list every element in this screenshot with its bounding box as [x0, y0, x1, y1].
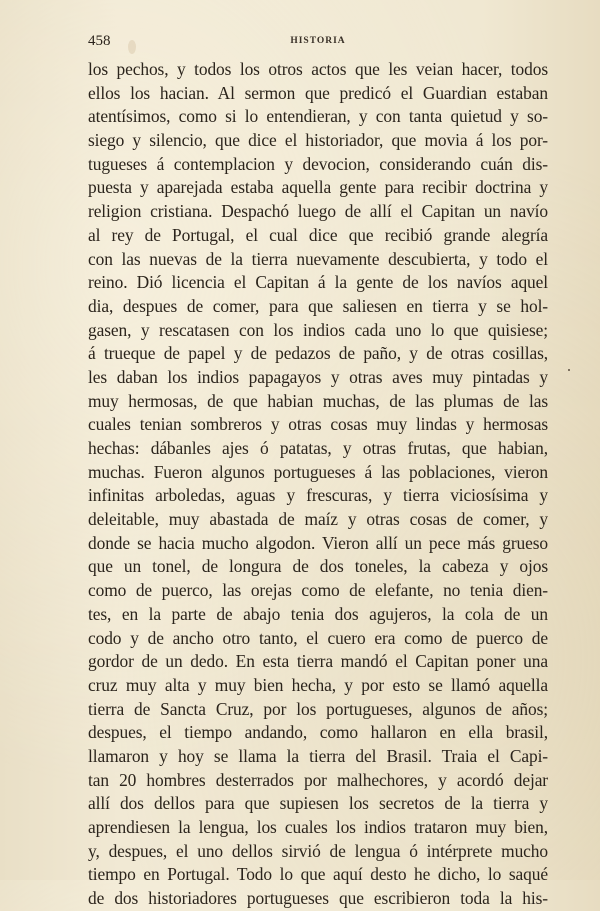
text-line: muchas. Fueron algunos portugueses á las poblaciones, vieron	[88, 461, 548, 482]
text-line: gordor de un dedo. En esta tierra mandó el Capitan poner una	[88, 651, 548, 672]
text-line: como de puerco, las orejas como de elefante, no tenia dien-	[88, 580, 548, 601]
text-line: tiempo en Portugal. Todo lo que aquí desto he dicho, lo saqué	[88, 864, 548, 885]
page-header	[88, 33, 548, 53]
text-line: los pechos, y todos los otros actos que les veian hacer, todos	[88, 59, 548, 79]
text-line: á trueque de papel y de pedazos de paño, y de otras cosillas,	[88, 343, 548, 364]
body-text	[88, 58, 548, 911]
text-line: reino. Dió licencia el Capitan á la gente de los navíos aquel	[88, 272, 548, 293]
text-line: dia, despues de comer, para que saliesen en tierra y se hol-	[88, 295, 548, 316]
margin-mark	[568, 369, 570, 371]
text-line: deleitable, muy abastada de maíz y otras cosas de comer, y	[88, 509, 548, 530]
text-line: atentísimos, como si lo entendieran, y con tanta quietud y so-	[88, 106, 548, 127]
text-line: ellos los hacian. Al sermon que predicó el Guardian estaban	[88, 82, 548, 103]
running-head: HISTORIA	[290, 36, 346, 46]
text-line: de dos historiadores portugueses que escribieron toda la his-	[88, 888, 548, 909]
text-line: tugueses á contemplacion y devocion, considerando cuán dis-	[88, 153, 548, 174]
text-line: tes, en la parte de abajo tenia dos agujeros, la cola de un	[88, 603, 548, 624]
page-number: 458	[88, 33, 111, 49]
text-line: puesta y aparejada estaba aquella gente para recibir doctrina y	[88, 177, 548, 198]
text-line: despues, el tiempo andando, como hallaron en ella brasil,	[88, 722, 548, 743]
text-line: infinitas arboledas, aguas y frescuras, y tierra viciosísima y	[88, 485, 548, 506]
text-line: muy hermosas, de que habian muchas, de las plumas de las	[88, 390, 548, 411]
text-line: siego y silencio, que dice el historiador, que movia á los por-	[88, 130, 548, 151]
text-line: cruz muy alta y muy bien hecha, y por esto se llamó aquella	[88, 674, 548, 695]
text-line: que un tonel, de longura de dos toneles, la cabeza y ojos	[88, 556, 548, 577]
text-line: al rey de Portugal, el cual dice que recibió grande alegría	[88, 224, 548, 245]
text-line: gasen, y rescatasen con los indios cada uno lo que quisiese;	[88, 319, 548, 340]
text-line: cuales tenian sombreros y otras cosas muy lindas y hermosas	[88, 414, 548, 435]
text-line: tierra de Sancta Cruz, por los portugueses, algunos de años;	[88, 698, 548, 719]
text-line: les daban los indios papagayos y otras aves muy pintadas y	[88, 366, 548, 387]
text-line: tan 20 hombres desterrados por malhechores, y acordó dejar	[88, 769, 548, 790]
text-line: hechas: dábanles ajes ó patatas, y otras frutas, que habian,	[88, 438, 548, 458]
text-line: codo y de ancho otro tanto, el cuero era como de puerco de	[88, 627, 548, 648]
text-line: con las nuevas de la tierra nuevamente descubierta, y todo el	[88, 248, 548, 269]
text-line: allí dos dellos para que supiesen los secretos de la tierra y	[88, 793, 548, 814]
text-line: y, despues, el uno dellos sirvió de lengua ó intérprete mucho	[88, 840, 548, 861]
text-line: llamaron y hoy se llama la tierra del Brasil. Traia el Capi-	[88, 745, 548, 766]
text-line: donde se hacia mucho algodon. Vieron allí un pece más grueso	[88, 532, 548, 553]
text-line: aprendiesen la lengua, los cuales los indios trataron muy bien,	[88, 817, 548, 837]
text-line: religion cristiana. Despachó luego de allí el Capitan un navío	[88, 201, 548, 222]
